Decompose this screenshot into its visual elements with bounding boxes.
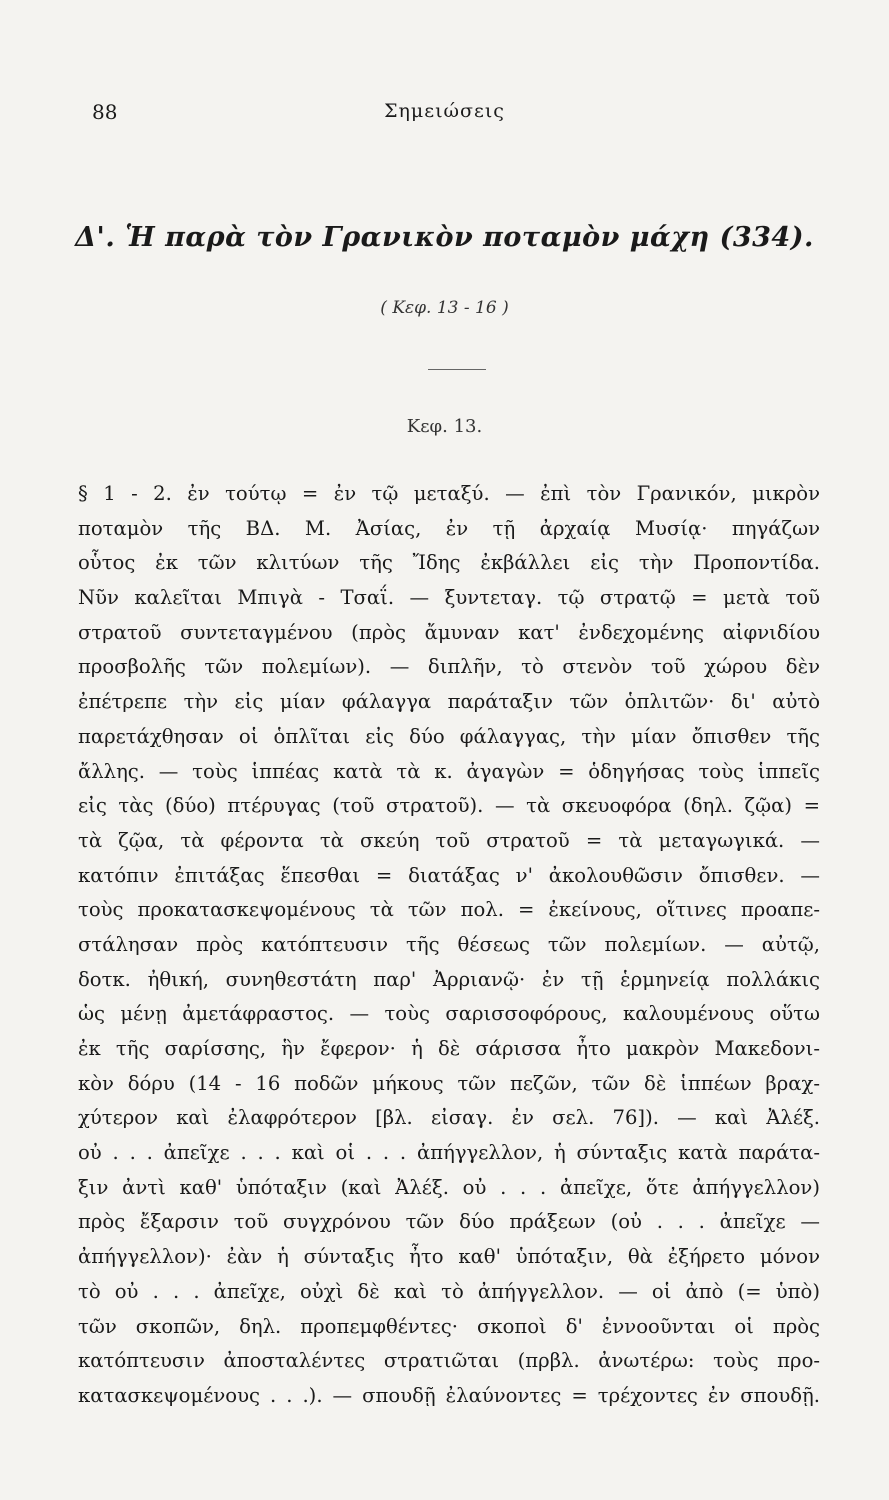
text-line: ἐκ τῆς σαρίσσης, ἣν ἔφερον· ἡ δὲ σάρισσα ἦτο μακρὸν Μακεδονι-	[78, 1037, 820, 1060]
chapter-range: ( Κεφ. 13 - 16 )	[380, 298, 509, 318]
divider-rule	[428, 369, 486, 370]
text-line: τοὺς προκατασκεψομένους τὰ τῶν πολ. = ἐκείνους, οἵτινες προαπε-	[78, 898, 820, 922]
text-line: κὸν δόρυ (14 - 16 ποδῶν μήκους τῶν πεζῶν, τῶν δὲ ἱππέων βραχ-	[78, 1071, 820, 1095]
text-line: ὡς μένῃ ἀμετάφραστος. — τοὺς σαρισσοφόρους, καλουμένους οὕτω	[78, 1002, 820, 1026]
body-text	[78, 477, 820, 1414]
text-line: χύτερον καὶ ἐλαφρότερον [βλ. εἰσαγ. ἐν σελ. 76]). — καὶ Ἀλέξ.	[78, 1106, 820, 1130]
text-line: ἀπήγγελλον)· ἐὰν ἡ σύνταξις ἦτο καθ' ὑπόταξιν, θὰ ἐξήρετο μόνον	[78, 1245, 820, 1269]
text-line: Νῦν καλεῖται Μπιγὰ - Τσαΐ. — ξυντεταγ. τῷ στρατῷ = μετὰ τοῦ	[78, 586, 820, 610]
text-line: προσβολῆς τῶν πολεμίων). — διπλῆν, τὸ στενὸν τοῦ χώρου δὲν	[78, 655, 820, 679]
text-line: εἰς τὰς (δύο) πτέρυγας (τοῦ στρατοῦ). — τὰ σκευοφόρα (δηλ. ζῷα) =	[78, 794, 820, 818]
text-line: κατόπιν ἐπιτάξας ἕπεσθαι = διατάξας ν' ἀκολουθῶσιν ὄπισθεν. —	[78, 863, 820, 887]
text-line: ἐπέτρεπε τὴν εἰς μίαν φάλαγγα παράταξιν τῶν ὁπλιτῶν· δι' αὐτὸ	[78, 690, 820, 714]
text-line: ἄλλης. — τοὺς ἱππέας κατὰ τὰ κ. ἀγαγὼν = ὁδηγήσας τοὺς ἱππεῖς	[78, 759, 820, 783]
running-title: Σημειώσεις	[384, 100, 505, 122]
text-line: ξιν ἀντὶ καθ' ὑπόταξιν (καὶ Ἀλέξ. οὐ . . . ἀπεῖχε, ὅτε ἀπήγγελλον)	[78, 1175, 820, 1199]
text-line: § 1 - 2. ἐν τούτῳ = ἐν τῷ μεταξύ. — ἐπὶ τὸν Γρανικόν, μικρὸν	[78, 482, 820, 505]
text-line: στρατοῦ συντεταγμένου (πρὸς ἄμυναν κατ' ἐνδεχομένης αἰφνιδίου	[78, 620, 820, 644]
chapter-title: Δ'. Ἡ παρὰ τὸν Γρανικὸν ποταμὸν μάχη (334).	[75, 222, 814, 253]
text-line: δοτκ. ἠθική, συνηθεστάτη παρ' Ἀρριανῷ· ἐν τῇ ἑρμηνείᾳ πολλάκις	[78, 967, 820, 991]
text-line: πρὸς ἔξαρσιν τοῦ συγχρόνου τῶν δύο πράξεων (οὐ . . . ἀπεῖχε —	[78, 1210, 820, 1234]
text-line: ποταμὸν τῆς ΒΔ. Μ. Ἀσίας, ἐν τῇ ἀρχαίᾳ Μυσίᾳ· πηγάζων	[78, 516, 820, 540]
text-line: τὸ οὐ . . . ἀπεῖχε, οὐχὶ δὲ καὶ τὸ ἀπήγγελλον. — οἱ ἀπὸ (= ὑπὸ)	[78, 1279, 820, 1303]
text-line: κατόπτευσιν ἀποσταλέντες στρατιῶται (πρβλ. ἀνωτέρω: τοὺς προ-	[78, 1349, 820, 1373]
text-line: τῶν σκοπῶν, δηλ. προπεμφθέντες· σκοποὶ δ' ἐννοοῦνται οἱ πρὸς	[78, 1314, 820, 1338]
page-number: 88	[92, 100, 118, 124]
text-line: οὗτος ἐκ τῶν κλιτύων τῆς Ἴδης ἐκβάλλει εἰς τὴν Προποντίδα.	[78, 551, 820, 575]
text-line: κατασκεψομένους . . .). — σπουδῇ ἐλαύνοντες = τρέχοντες ἐν σπουδῇ.	[78, 1383, 820, 1407]
text-line: οὐ . . . ἀπεῖχε . . . καὶ οἱ . . . ἀπήγγελλον, ἡ σύνταξις κατὰ παράτα-	[78, 1141, 820, 1165]
text-line: παρετάχθησαν οἱ ὁπλῖται εἰς δύο φάλαγγας, τὴν μίαν ὄπισθεν τῆς	[78, 724, 820, 748]
text-line: στάλησαν πρὸς κατόπτευσιν τῆς θέσεως τῶν πολεμίων. — αὐτῷ,	[78, 932, 820, 956]
section-heading: Κεφ. 13.	[406, 416, 483, 437]
text-line: τὰ ζῷα, τὰ φέροντα τὰ σκεύη τοῦ στρατοῦ = τὰ μεταγωγικά. —	[78, 828, 820, 852]
running-head	[0, 100, 889, 130]
